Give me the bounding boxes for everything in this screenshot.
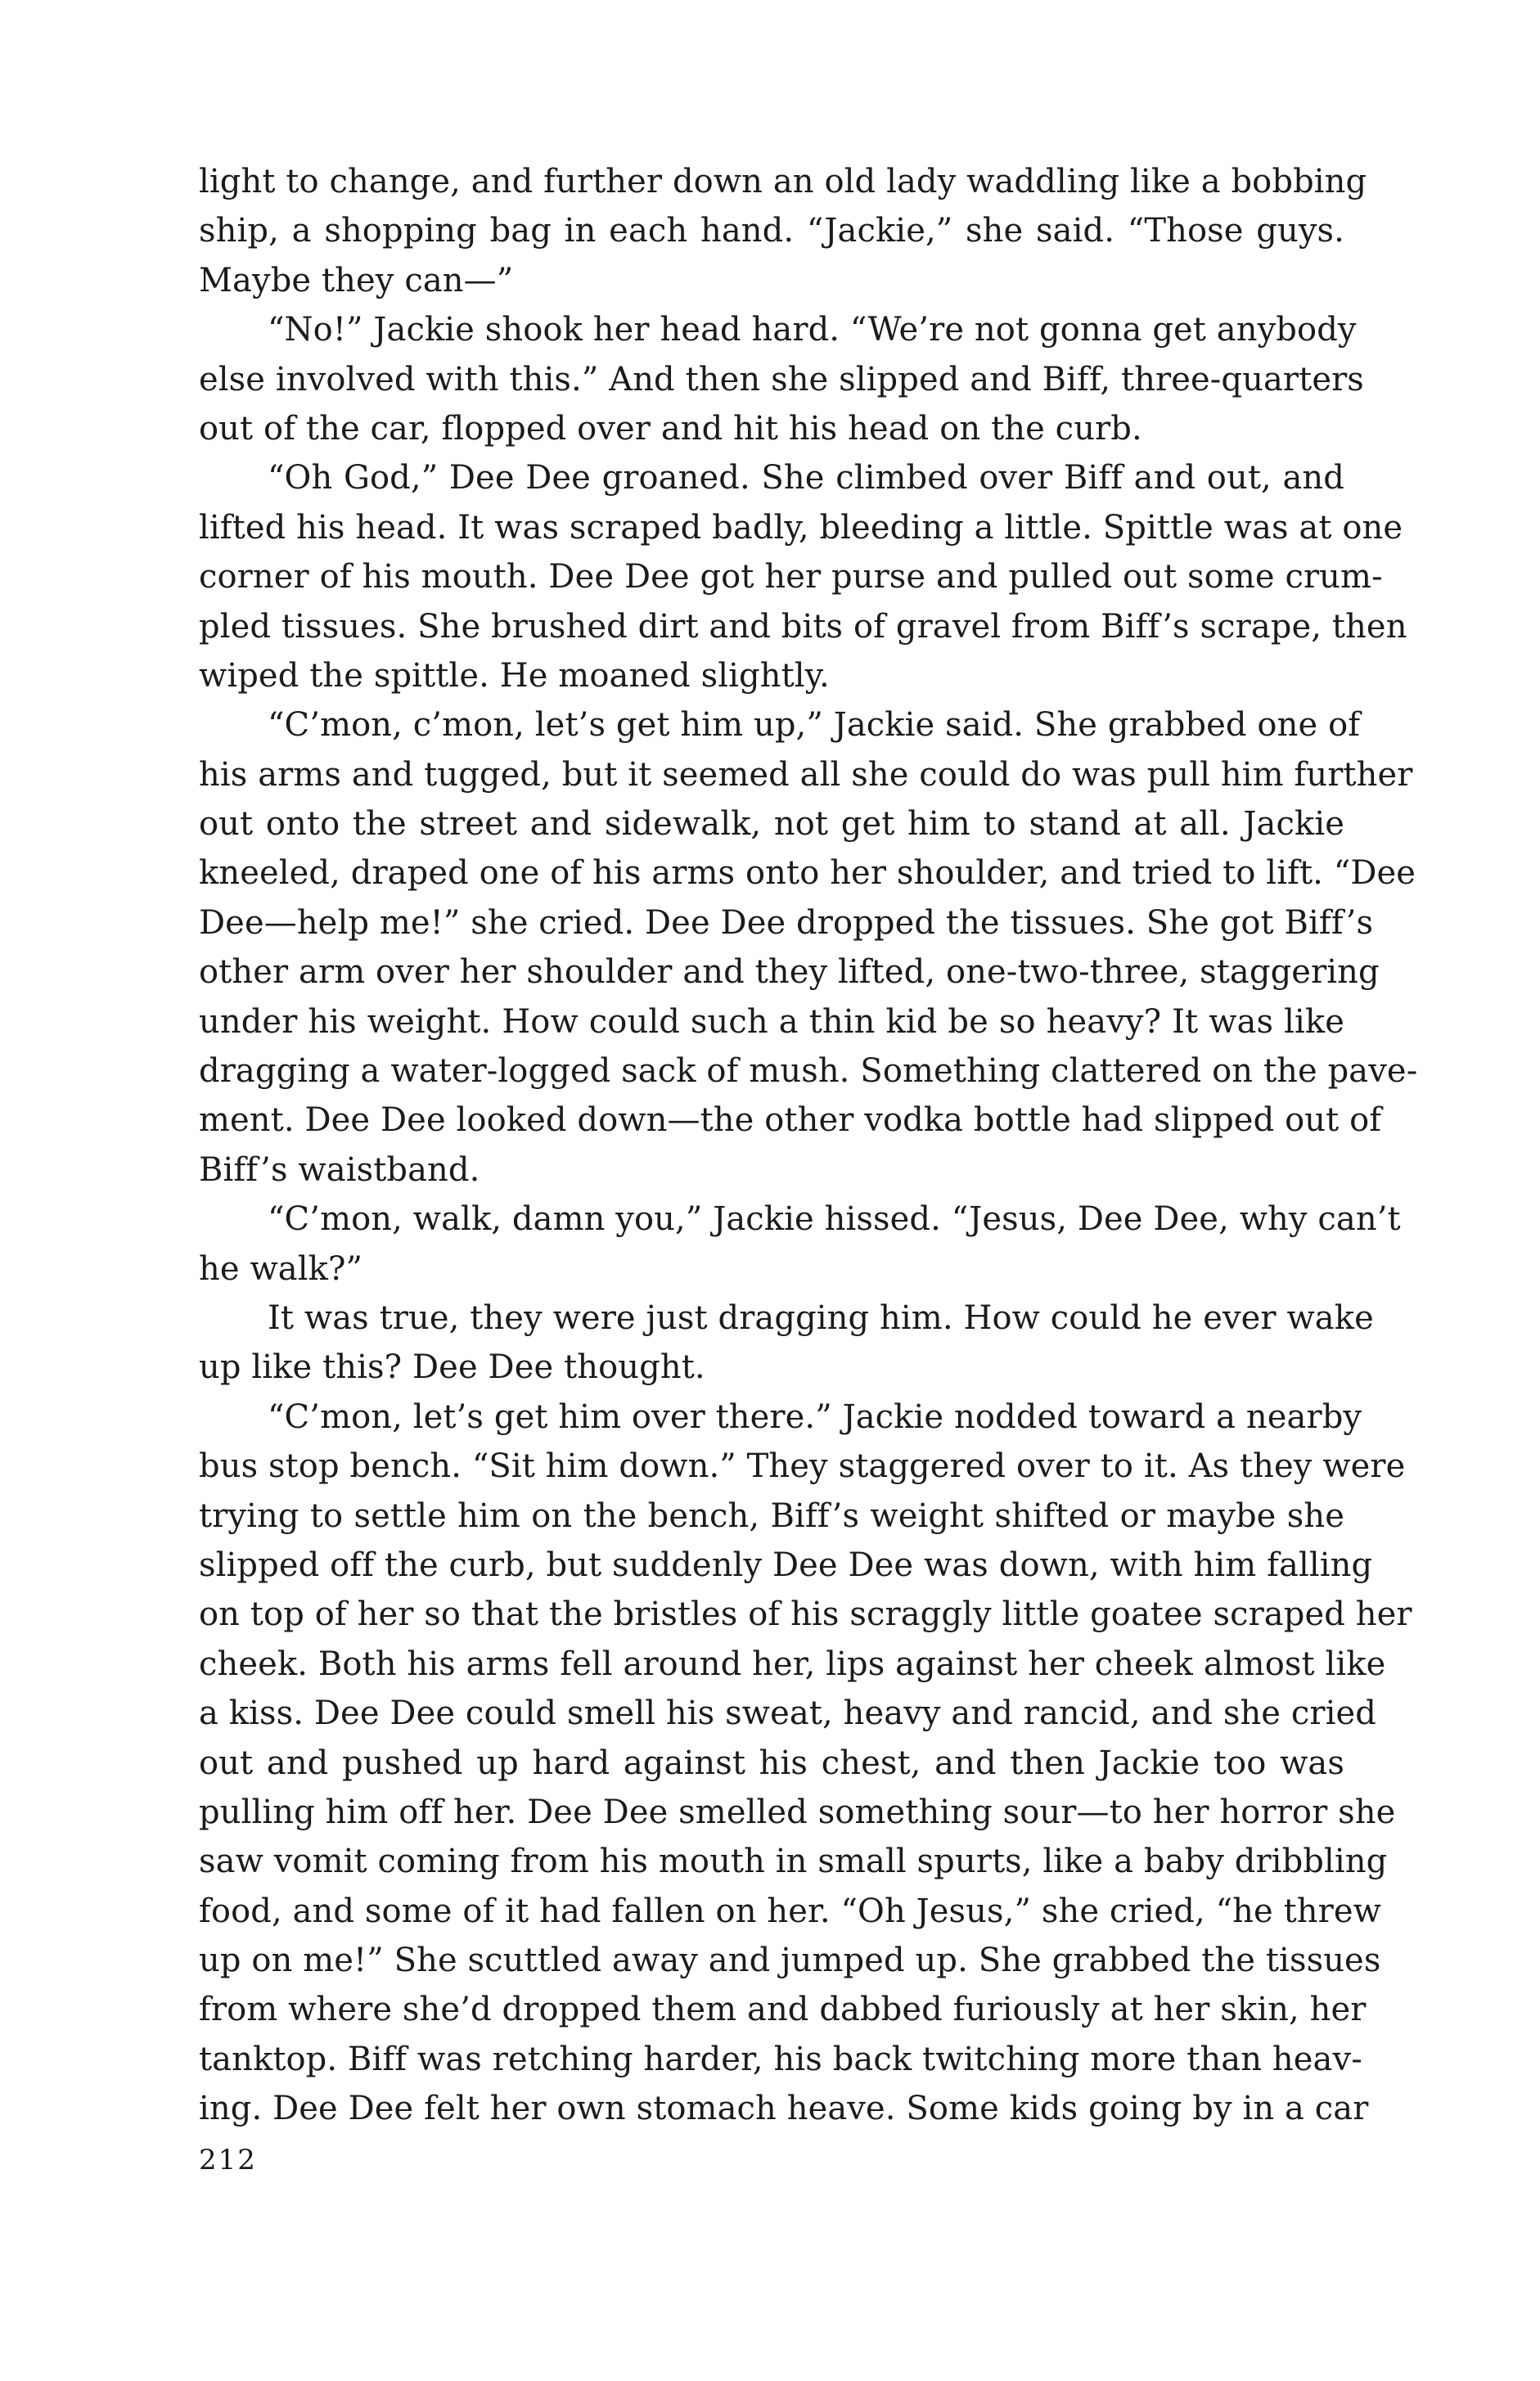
text-line: kneeled, draped one of his arms onto her shoulder, and tried to lift. “Dee (199, 854, 1416, 893)
text-line: bus stop bench. “Sit him down.” They staggered over to it. As they were (199, 1447, 1406, 1486)
text-line: ing. Dee Dee felt her own stomach heave. Some kids going by in a car (199, 2090, 1369, 2128)
text-line: ship, a shopping bag in each hand. “Jackie,” she said. “Those guys. (199, 212, 1344, 250)
text-line: other arm over her shoulder and they lifted, one-two-three, staggering (199, 953, 1380, 992)
text-line: pulling him off her. Dee Dee smelled something sour—to her horror she (199, 1793, 1396, 1831)
text-line: up on me!” She scuttled away and jumped up. She grabbed the tissues (199, 1942, 1381, 1980)
text-line: wiped the spittle. He moaned slightly. (199, 656, 830, 695)
text-line: he walk?” (199, 1249, 363, 1288)
text-line: light to change, and further down an old lady waddling like a bobbing (199, 163, 1367, 200)
text-line: slipped off the curb, but suddenly Dee Dee was down, with him falling (199, 1546, 1373, 1584)
text-line: corner of his mouth. Dee Dee got her purse and pulled out some crum- (199, 558, 1383, 596)
text-line: “Oh God,” Dee Dee groaned. She climbed over Biff and out, and (268, 459, 1344, 497)
text-line: dragging a water-logged sack of mush. Something clattered on the pave- (199, 1052, 1418, 1091)
text-line: his arms and tugged, but it seemed all she could do was pull him further (199, 755, 1413, 794)
text-line: food, and some of it had fallen on her. “Oh Jesus,” she cried, “he threw (199, 1892, 1381, 1930)
text-line: a kiss. Dee Dee could smell his sweat, heavy and rancid, and she cried (199, 1695, 1376, 1733)
text-line: lifted his head. It was scraped badly, bleeding a little. Spittle was at one (199, 508, 1403, 547)
text-line: It was true, they were just dragging him. How could he ever wake (268, 1299, 1374, 1337)
text-line: saw vomit coming from his mouth in small spurts, like a baby dribbling (199, 1843, 1388, 1881)
text-line: trying to settle him on the bench, Biff’s weight shifted or maybe she (199, 1497, 1344, 1535)
body-text (199, 157, 1418, 2134)
text-line: tanktop. Biff was retching harder, his back twitching more than heav- (199, 2040, 1362, 2078)
text-line: ment. Dee Dee looked down—the other vodka bottle had slipped out of (199, 1101, 1382, 1140)
text-line: on top of her so that the bristles of his scraggly little goatee scraped her (199, 1596, 1412, 1634)
text-line: from where she’d dropped them and dabbed furiously at her skin, her (199, 1991, 1367, 2029)
text-line: “C’mon, c’mon, let’s get him up,” Jackie said. She grabbed one of (268, 706, 1361, 745)
text-line: out of the car, flopped over and hit his head on the curb. (199, 409, 1142, 448)
text-line: “C’mon, let’s get him over there.” Jackie nodded toward a nearby (268, 1398, 1362, 1436)
text-line: cheek. Both his arms fell around her, lips against her cheek almost like (199, 1645, 1386, 1683)
text-line: Biff’s waistband. (199, 1150, 480, 1189)
text-line: out onto the street and sidewalk, not get him to stand at all. Jackie (199, 805, 1344, 844)
page-number: 212 (199, 2144, 257, 2176)
text-line: pled tissues. She brushed dirt and bits of gravel from Biff’s scrape, then (199, 607, 1407, 646)
text-line: else involved with this.” And then she slipped and Biff, three-quarters (199, 360, 1364, 398)
text-line: “No!” Jackie shook her head hard. “We’re not gonna get anybody (268, 311, 1357, 349)
text-line: Maybe they can—” (199, 261, 514, 299)
text-line: Dee—help me!” she cried. Dee Dee dropped the tissues. She got Biff’s (199, 903, 1374, 942)
text-line: up like this? Dee Dee thought. (199, 1348, 705, 1387)
text-line: under his weight. How could such a thin kid be so heavy? It was like (199, 1002, 1344, 1041)
text-line: out and pushed up hard against his chest, and then Jackie too was (199, 1744, 1344, 1782)
text-line: “C’mon, walk, damn you,” Jackie hissed. “Jesus, Dee Dee, why can’t (268, 1200, 1401, 1239)
